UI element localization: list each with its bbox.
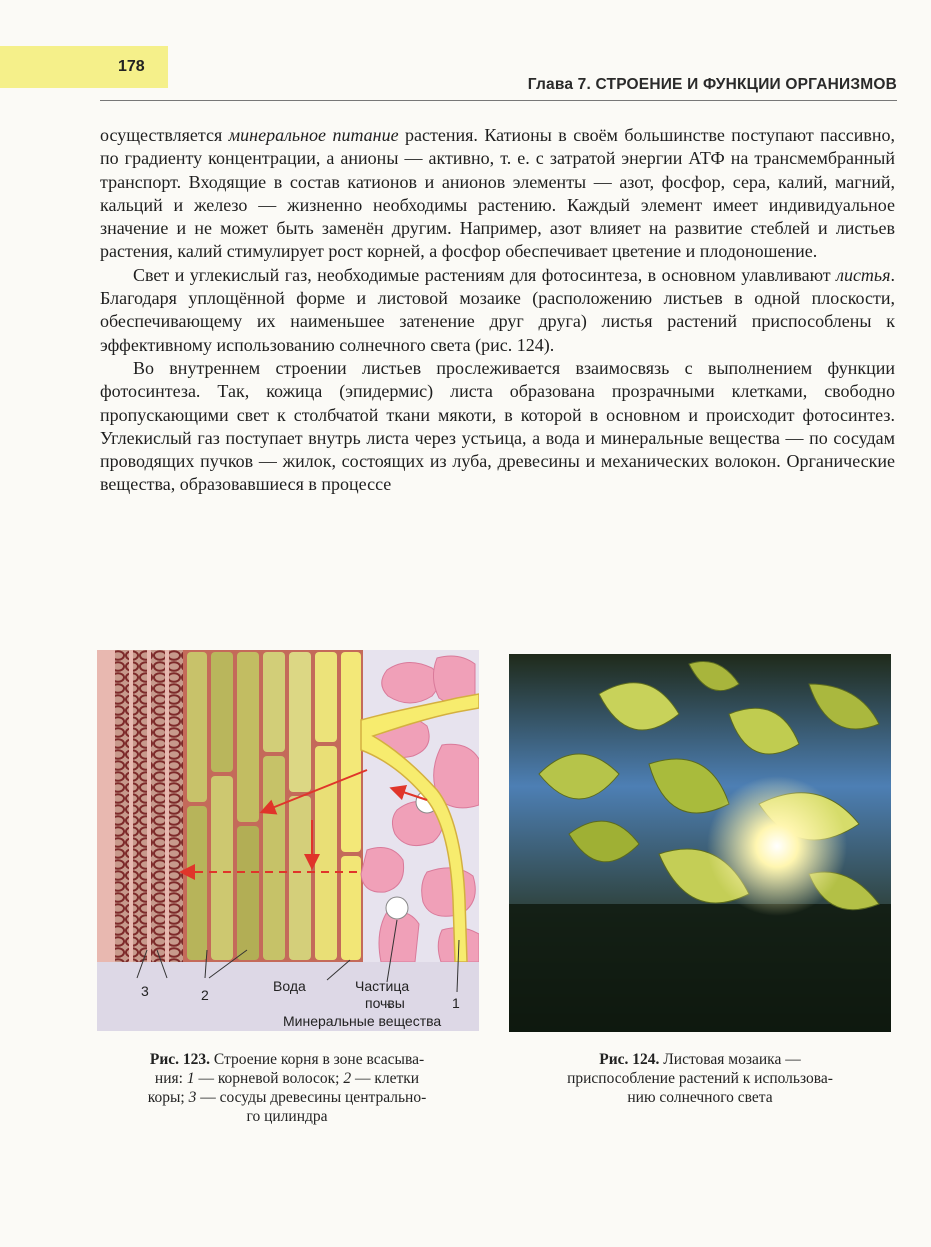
label-particle-line2: почвы [365, 995, 405, 1011]
paragraph: Свет и углекислый газ, необходимые растениям для фотосинтеза, в основном улавливают листья. Благодаря уплощённой форме и листовой мозаике (расположению листьев в одной плоскости, обеспечивающему их наименьшее затенение друг друга) листья растений приспособлены к эффективному использованию солнечного света (рис. 124). [100, 264, 895, 355]
root-diagram [97, 650, 479, 1031]
label-2: 2 [201, 987, 209, 1003]
chapter-title: Глава 7. СТРОЕНИЕ И ФУНКЦИИ ОРГАНИЗМОВ [527, 76, 897, 93]
sun-glare [707, 776, 847, 916]
figure-123-root-structure [97, 650, 479, 1031]
page-number: 178 [118, 58, 145, 75]
header-rule [100, 100, 897, 101]
figure-124-caption: Рис. 124. Листовая мозаика — приспособление растений к использова- нию солнечного света [567, 1051, 833, 1106]
body-text [100, 124, 895, 497]
paragraph: осуществляется минеральное питание растения. Катионы в своём большинстве поступают пассивно, по градиенту концентрации, а анионы — активно, т. е. с затратой энергии АТФ на трансмембранный транспорт. Входящие в состав катионов и анионов элементы — азот, фосфор, сера, калий, магний, кальций и железо — жизненно необходимы растению. Каждый элемент имеет индивидуальное значение и не может быть заменён другим. Например, азот влияет на развитие стеблей и листьев растения, калий стимулирует рост корней, а фосфор обеспечивает цветение и плодоношение. [100, 125, 895, 262]
cortex-cells [183, 650, 363, 962]
paragraph: Во внутреннем строении листьев прослеживается взаимосвязь с выполнением функции фотосинтеза. Так, кожица (эпидермис) листа образована прозрачными клетками, свободно пропускающими свет к столбчатой ткани мякоти, в которой в основном и происходит фотосинтез. Углекислый газ поступает внутрь листа через устьица, а вода и минеральные вещества — по сосудам проводящих пучков — жилок, состоящих из луба, древесины и механических волокон. Органические вещества, образовавшиеся в процессе [100, 357, 895, 495]
label-particle-line1: Частица [355, 978, 410, 994]
label-minerals: Минеральные вещества [283, 1013, 442, 1029]
figure-124-leaf-mosaic-photo [509, 654, 891, 1032]
label-water: Вода [273, 978, 306, 994]
figure-123-caption: Рис. 123. Строение корня в зоне всасыва- ния: 1 — корневой волосок; 2 — клетки коры; 3 — сосуды древесины центрально- го цилиндра [147, 1051, 427, 1125]
label-3: 3 [141, 983, 149, 999]
leaf-mosaic-image [509, 654, 891, 1032]
label-1: 1 [452, 995, 460, 1011]
